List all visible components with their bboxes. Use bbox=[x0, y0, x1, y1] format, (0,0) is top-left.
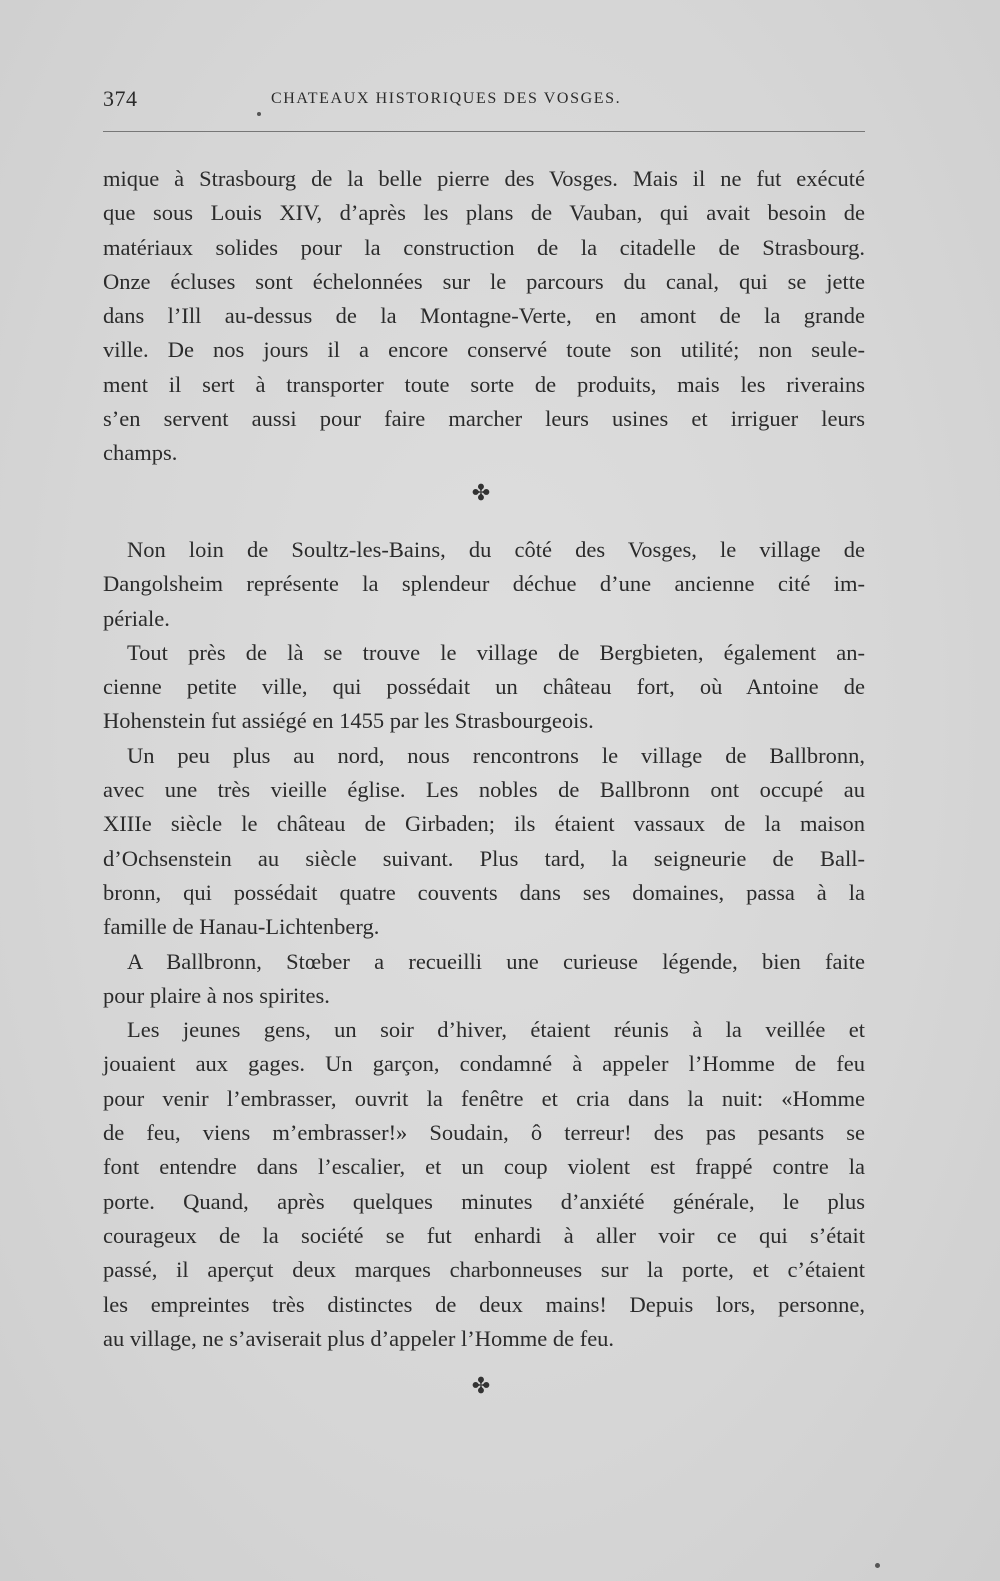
text-line: Hohenstein fut assiégé en 1455 par les Strasbourgeois. bbox=[103, 708, 594, 734]
text-line: avec une très vieille église. Les nobles de Ballbronn ont occupé au bbox=[103, 777, 865, 803]
text-line: que sous Louis XIV, d’après les plans de Vauban, qui avait besoin de bbox=[103, 200, 865, 226]
text-line: les empreintes très distinctes de deux mains! Depuis lors, personne, bbox=[103, 1291, 865, 1317]
text-line: de feu, viens m’embrasser!» Soudain, ô terreur! des pas pesants se bbox=[103, 1120, 865, 1146]
text-line: jouaient aux gages. Un garçon, condamné à appeler l’Homme de feu bbox=[103, 1051, 865, 1077]
text-line: Non loin de Soultz-les-Bains, du côté des Vosges, le village de bbox=[127, 537, 865, 562]
text-line: matériaux solides pour la construction de la citadelle de Strasbourg. bbox=[103, 234, 865, 260]
text-line: Tout près de là se trouve le village de Bergbieten, également an- bbox=[127, 639, 865, 665]
text-line: A Ballbronn, Stœber a recueilli une curieuse légende, bien faite bbox=[127, 948, 865, 974]
text-line: champs. bbox=[103, 440, 178, 466]
text-line: XIIIe siècle le château de Girbaden; ils étaient vassaux de la maison bbox=[103, 811, 865, 837]
text-line: dans l’Ill au-dessus de la Montagne-Verte, en amont de la grande bbox=[103, 303, 865, 329]
paragraph-canal bbox=[103, 162, 865, 471]
text-line: d’Ochsenstein au siècle suivant. Plus tard, la seigneurie de Ball- bbox=[103, 845, 865, 871]
text-line: s’en servent aussi pour faire marcher leurs usines et irriguer leurs bbox=[103, 406, 865, 432]
text-line: courageux de la société se fut enhardi à aller voir ce qui s’était bbox=[103, 1222, 865, 1248]
text-line: font entendre dans l’escalier, et un coup violent est frappé contre la bbox=[103, 1154, 865, 1180]
text-line: pour venir l’embrasser, ouvrit la fenêtre et cria dans la nuit: «Homme bbox=[103, 1085, 865, 1111]
page-header bbox=[103, 86, 865, 118]
text-line: Les jeunes gens, un soir d’hiver, étaient réunis à la veillée et bbox=[127, 1017, 865, 1043]
text-line: porte. Quand, après quelques minutes d’anxiété générale, le plus bbox=[103, 1188, 865, 1214]
text-line: Onze écluses sont échelonnées sur le parcours du canal, qui se jette bbox=[103, 268, 865, 294]
print-speck bbox=[257, 112, 261, 116]
text-line: Dangolsheim représente la splendeur déchue d’une ancienne cité im- bbox=[103, 571, 865, 597]
running-title: CHATEAUX HISTORIQUES DES VOSGES. bbox=[271, 90, 622, 107]
page-number: 374 bbox=[103, 86, 138, 111]
text-line: mique à Strasbourg de la belle pierre des Vosges. Mais il ne fut exécuté bbox=[103, 166, 865, 191]
text-line: bronn, qui possédait quatre couvents dans ses domaines, passa à la bbox=[103, 879, 865, 905]
print-speck bbox=[875, 1563, 880, 1568]
text-line: au village, ne s’aviserait plus d’appeler l’Homme de feu. bbox=[103, 1325, 615, 1351]
text-line: famille de Hanau-Lichtenberg. bbox=[103, 914, 380, 940]
text-line: passé, il aperçut deux marques charbonneuses sur la porte, et c’étaient bbox=[103, 1257, 865, 1283]
text-line: pour plaire à nos spirites. bbox=[103, 982, 330, 1008]
fleuron-ornament-icon: ✤ bbox=[471, 1373, 491, 1398]
text-line: cienne petite ville, qui possédait un château fort, où Antoine de bbox=[103, 674, 865, 700]
fleuron-ornament-icon: ✤ bbox=[471, 480, 491, 505]
text-line: périale. bbox=[103, 605, 170, 631]
header-rule bbox=[103, 131, 865, 132]
text-line: ment il sert à transporter toute sorte de produits, mais les riverains bbox=[103, 371, 865, 397]
section-villages bbox=[103, 533, 865, 1356]
text-line: Un peu plus au nord, nous rencontrons le village de Ballbronn, bbox=[127, 742, 865, 768]
text-line: ville. De nos jours il a encore conservé toute son utilité; non seule- bbox=[103, 337, 865, 363]
